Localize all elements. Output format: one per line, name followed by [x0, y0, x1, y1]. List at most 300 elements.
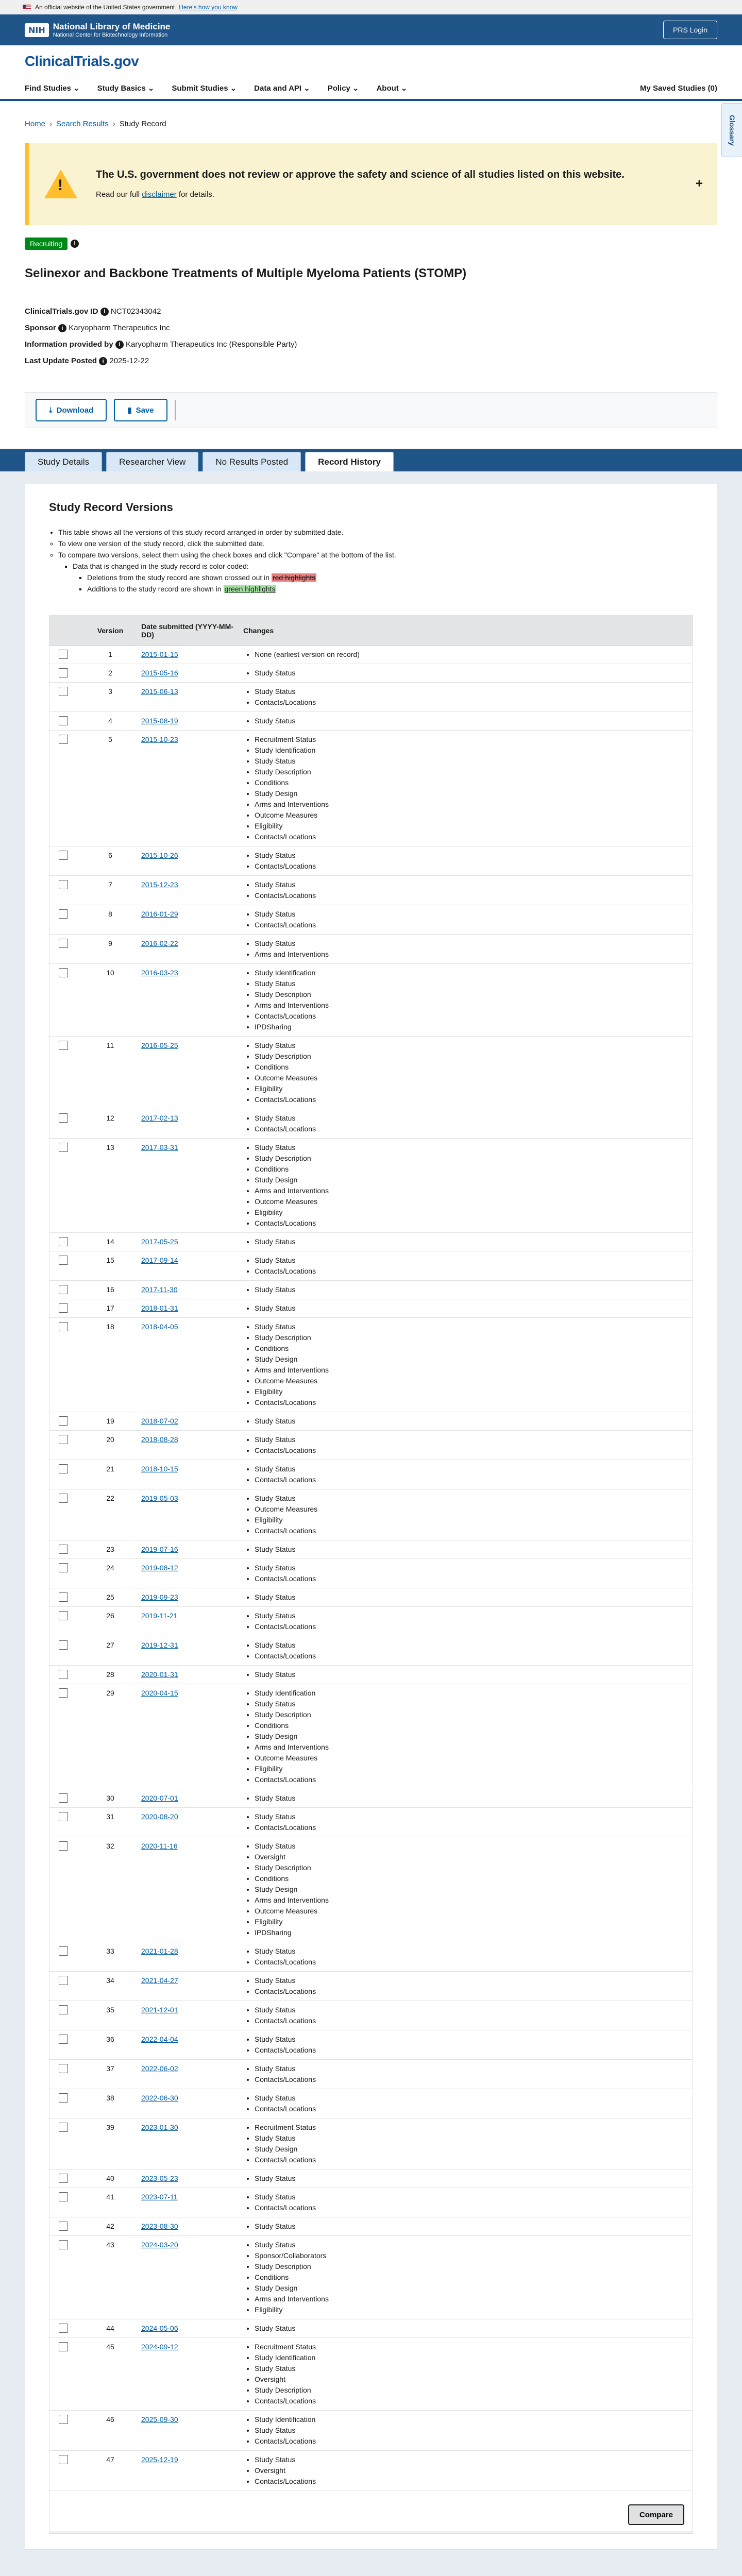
version-checkbox[interactable]	[59, 1464, 68, 1473]
change-item: • Study Design	[255, 1354, 693, 1365]
alert-title: The U.S. government does not review or approve the safety and science of all studies listed on this website.	[96, 169, 625, 180]
version-date-link[interactable]: 2024-05-06	[141, 2324, 178, 2332]
change-item: • Study Status	[255, 1640, 693, 1651]
change-item: • Study Status	[255, 1040, 693, 1051]
version-date-link[interactable]: 2025-09-30	[141, 2415, 178, 2424]
version-number: 41	[106, 2193, 114, 2201]
nlm-logo[interactable]	[25, 22, 170, 38]
table-row	[49, 1607, 693, 1636]
version-changes	[243, 909, 693, 930]
version-select-cell	[49, 2414, 89, 2424]
version-date-link[interactable]: 2020-04-15	[141, 1689, 178, 1697]
change-item: • Study Status	[255, 1592, 693, 1603]
study-id: NCT02343042	[110, 307, 161, 316]
version-checkbox[interactable]	[59, 735, 68, 744]
change-item: • Study Design	[255, 1175, 693, 1185]
change-item: • Contacts/Locations	[255, 2202, 693, 2213]
breadcrumb-current: Study Record	[119, 120, 166, 128]
breadcrumb-home[interactable]: Home	[25, 120, 46, 128]
change-item: • Contacts/Locations	[255, 1774, 693, 1785]
version-changes	[243, 2173, 693, 2184]
version-changes	[243, 2122, 693, 2165]
download-button[interactable]: ⤓ Download	[36, 399, 107, 421]
table-row	[49, 2319, 693, 2338]
site-logo[interactable]: ClinicalTrials.gov	[25, 53, 139, 69]
change-item: • Eligibility	[255, 1386, 693, 1397]
version-checkbox[interactable]	[59, 1670, 68, 1679]
version-date-link[interactable]: 2016-02-22	[141, 939, 178, 947]
status-badge: Recruiting	[25, 238, 68, 250]
version-date-cell	[132, 1321, 243, 1332]
version-checkbox[interactable]	[59, 1303, 68, 1313]
version-date-link[interactable]: 2017-03-31	[141, 1143, 178, 1151]
table-row	[49, 2089, 693, 2119]
change-item: • Study Description	[255, 767, 693, 777]
version-date-cell	[132, 1236, 243, 1247]
change-item: • Study Status	[255, 756, 693, 767]
version-date-link[interactable]: 2025-12-19	[141, 2455, 178, 2464]
change-item: • Study Description	[255, 1709, 693, 1720]
record-history-panel	[25, 484, 717, 2550]
version-checkbox[interactable]	[59, 1976, 68, 1985]
version-select-cell	[49, 2034, 89, 2044]
change-item: • Study Description	[255, 1051, 693, 1062]
version-date-link[interactable]: 2019-09-23	[141, 1593, 178, 1601]
saved-studies-link[interactable]: My Saved Studies (0)	[639, 83, 717, 93]
version-date-link[interactable]: 2020-01-31	[141, 1670, 178, 1679]
version-date-link[interactable]: 2023-07-11	[141, 2193, 178, 2201]
table-row	[49, 2060, 693, 2089]
info-icon[interactable]: i	[115, 341, 124, 349]
change-item: • Contacts/Locations	[255, 1218, 693, 1229]
change-item: • Study Status	[255, 2063, 693, 2074]
version-checkbox[interactable]	[59, 1592, 68, 1602]
version-select-cell	[49, 1464, 89, 1473]
version-number: 20	[106, 1435, 114, 1444]
change-item: • Study Status	[255, 1255, 693, 1266]
table-row	[49, 683, 693, 712]
version-select-cell	[49, 1841, 89, 1851]
version-date-link[interactable]: 2015-01-15	[141, 650, 178, 658]
table-row	[49, 964, 693, 1037]
change-item: • Conditions	[255, 1343, 693, 1354]
version-date-cell	[132, 2005, 243, 2015]
section-title: Study Record Versions	[49, 501, 173, 514]
chevron-down-icon: ⌄	[303, 84, 310, 93]
nav-item-policy[interactable]	[328, 83, 359, 93]
nav-item-submit-studies[interactable]	[172, 83, 237, 93]
version-checkbox[interactable]	[59, 2222, 68, 2231]
info-icon[interactable]: i	[58, 324, 66, 332]
info-icon[interactable]: i	[71, 240, 79, 248]
change-item: • Study Status	[255, 2323, 693, 2334]
change-item: • Study Description	[255, 1153, 693, 1164]
version-checkbox[interactable]	[59, 1256, 68, 1265]
version-date-link[interactable]: 2021-12-01	[141, 2006, 178, 2014]
divider	[175, 400, 176, 420]
version-changes	[243, 2221, 693, 2232]
version-checkbox[interactable]	[59, 2342, 68, 2351]
nav-item-study-basics[interactable]	[97, 83, 155, 93]
change-item: • Conditions	[255, 2272, 693, 2283]
version-select-cell	[49, 668, 89, 677]
tab-researcher-view[interactable]: Researcher View	[106, 452, 198, 471]
nav-item-data-and-api[interactable]	[254, 83, 310, 93]
change-item: • Sponsor/Collaborators	[255, 2250, 693, 2261]
version-number: 43	[106, 2241, 114, 2249]
version-checkbox[interactable]	[59, 909, 68, 919]
version-number: 44	[106, 2324, 114, 2332]
version-checkbox[interactable]	[59, 1545, 68, 1554]
version-date-cell	[132, 2221, 243, 2231]
disclaimer-link[interactable]: disclaimer	[142, 190, 177, 199]
version-changes	[243, 1303, 693, 1314]
change-item: • Study Status	[255, 2454, 693, 2465]
change-item: • Contacts/Locations	[255, 2436, 693, 2447]
version-changes	[243, 1416, 693, 1427]
change-item: • Study Design	[255, 2144, 693, 2155]
change-item: • Study Status	[255, 1284, 693, 1295]
version-date-link[interactable]: 2018-08-28	[141, 1435, 178, 1444]
table-row	[49, 2030, 693, 2060]
prs-login-button[interactable]: PRS Login	[663, 21, 717, 39]
version-date-link[interactable]: 2019-12-31	[141, 1641, 178, 1649]
version-select-cell	[49, 2005, 89, 2014]
version-select-cell	[49, 1811, 89, 1821]
gov-banner-link[interactable]: Here's how you know	[179, 4, 238, 11]
version-number: 39	[106, 2123, 114, 2131]
version-checkbox[interactable]	[59, 1812, 68, 1821]
version-checkbox[interactable]	[59, 650, 68, 659]
version-select-cell	[49, 1611, 89, 1620]
save-button[interactable]: ▮ Save	[114, 399, 167, 421]
version-checkbox[interactable]	[59, 1113, 68, 1123]
change-item: • Study Status	[255, 716, 693, 726]
change-item: • Study Description	[255, 1862, 693, 1873]
version-checkbox[interactable]	[59, 2192, 68, 2201]
change-item: • Conditions	[255, 777, 693, 788]
version-date-link[interactable]: 2018-10-15	[141, 1465, 178, 1473]
version-checkbox[interactable]	[59, 2240, 68, 2249]
version-select-cell	[49, 1592, 89, 1602]
version-date-cell	[132, 2093, 243, 2103]
change-item: • Study Status	[255, 1113, 693, 1124]
version-date-cell	[132, 1284, 243, 1295]
version-number: 15	[106, 1256, 114, 1264]
version-date-link[interactable]: 2017-05-25	[141, 1238, 178, 1246]
site-header	[0, 45, 742, 77]
version-select-cell	[49, 968, 89, 977]
version-date-link[interactable]: 2015-05-16	[141, 669, 178, 677]
nav-item-about[interactable]	[376, 83, 407, 93]
version-checkbox[interactable]	[59, 2174, 68, 2183]
version-changes	[243, 1284, 693, 1295]
change-item: • Study Status	[255, 668, 693, 679]
version-date-link[interactable]: 2017-11-30	[141, 1285, 178, 1294]
change-item: • Contacts/Locations	[255, 1621, 693, 1632]
version-number: 30	[106, 1794, 114, 1802]
tab-study-details[interactable]: Study Details	[25, 452, 102, 471]
gov-banner-text: An official website of the United States government	[35, 4, 175, 11]
version-changes	[243, 2192, 693, 2213]
version-checkbox[interactable]	[59, 1237, 68, 1246]
version-date-cell	[132, 1563, 243, 1573]
version-date-link[interactable]: 2015-10-26	[141, 851, 178, 859]
nav-item-find-studies[interactable]	[25, 83, 80, 93]
change-item: • Conditions	[255, 1164, 693, 1175]
version-date-link[interactable]: 2022-04-04	[141, 2035, 178, 2043]
compare-button[interactable]: Compare	[628, 2504, 684, 2525]
version-date-link[interactable]: 2018-04-05	[141, 1323, 178, 1331]
version-checkbox[interactable]	[59, 2123, 68, 2132]
change-item: • Conditions	[255, 1873, 693, 1884]
version-date-cell	[132, 2173, 243, 2183]
version-date-link[interactable]: 2015-12-23	[141, 880, 178, 889]
version-checkbox[interactable]	[59, 1285, 68, 1294]
version-date-link[interactable]: 2015-10-23	[141, 735, 178, 743]
version-changes	[243, 1563, 693, 1584]
version-date-link[interactable]: 2023-05-23	[141, 2174, 178, 2182]
change-item: • Arms and Interventions	[255, 949, 693, 960]
version-number: 21	[106, 1465, 114, 1473]
version-checkbox[interactable]	[59, 851, 68, 860]
table-row	[49, 1666, 693, 1684]
change-item: • Study Design	[255, 788, 693, 799]
version-changes	[243, 1946, 693, 1968]
version-checkbox[interactable]	[59, 668, 68, 677]
version-changes	[243, 2342, 693, 2406]
glossary-tab[interactable]	[721, 103, 742, 157]
version-date-link[interactable]: 2024-03-20	[141, 2241, 178, 2249]
version-date-cell	[132, 2240, 243, 2250]
record-history-section	[0, 471, 742, 2576]
version-number: 32	[106, 1842, 114, 1850]
info-icon[interactable]: i	[99, 357, 107, 365]
table-row	[49, 1318, 693, 1412]
version-checkbox[interactable]	[59, 687, 68, 696]
action-bar	[25, 392, 717, 428]
version-number: 28	[106, 1670, 114, 1679]
version-date-link[interactable]: 2019-08-12	[141, 1564, 178, 1572]
version-date-link[interactable]: 2020-11-16	[141, 1842, 178, 1850]
version-date-link[interactable]: 2018-07-02	[141, 1417, 178, 1425]
table-row	[49, 1972, 693, 2001]
version-checkbox[interactable]	[59, 716, 68, 725]
version-select-cell	[49, 2323, 89, 2333]
version-date-link[interactable]: 2022-06-02	[141, 2064, 178, 2073]
version-checkbox[interactable]	[59, 2064, 68, 2073]
version-changes	[243, 1640, 693, 1662]
change-item: • Study Status	[255, 1544, 693, 1555]
change-item: • Arms and Interventions	[255, 1895, 693, 1906]
nih-logo-icon: NIH	[25, 23, 49, 37]
breadcrumb-separator-icon: ›	[49, 120, 53, 128]
expand-plus-icon[interactable]: +	[695, 177, 703, 191]
version-number: 34	[106, 1976, 114, 1985]
version-date-link[interactable]: 2024-09-12	[141, 2343, 178, 2351]
change-item: • Arms and Interventions	[255, 799, 693, 810]
version-checkbox[interactable]	[59, 1946, 68, 1956]
history-instructions: • This table shows all the versions of this study record arranged in order by submitted date. ◦ To view one version of the study record, click the submitted date. ◦ To compare two versions, select them using the check boxes and click "Compare" at the bottom of the list. ▪ Data that is changed in the study record is color coded: ▪ Deletions from the study record are shown crossed out in red highlights ▪ Additions to the study record are shown in green highlights	[49, 527, 693, 595]
version-changes	[243, 879, 693, 901]
version-date-link[interactable]: 2016-01-29	[141, 910, 178, 918]
version-date-link[interactable]: 2018-01-31	[141, 1304, 178, 1312]
version-changes	[243, 734, 693, 842]
version-checkbox[interactable]	[59, 1793, 68, 1803]
version-number: 4	[108, 717, 112, 725]
version-checkbox[interactable]	[59, 2324, 68, 2333]
change-item: • Study Identification	[255, 968, 693, 978]
version-select-cell	[49, 1563, 89, 1572]
version-number: 36	[106, 2035, 114, 2043]
change-item: • Study Description	[255, 1332, 693, 1343]
change-item: • Outcome Measures	[255, 1753, 693, 1764]
table-row	[49, 1837, 693, 1942]
table-row	[49, 646, 693, 664]
table-row	[49, 2170, 693, 2188]
change-item: • None (earliest version on record)	[255, 649, 693, 660]
change-item: • Recruitment Status	[255, 734, 693, 745]
version-date-link[interactable]: 2016-05-25	[141, 1041, 178, 1049]
version-date-link[interactable]: 2016-03-23	[141, 969, 178, 977]
version-checkbox[interactable]	[59, 1688, 68, 1698]
version-date-link[interactable]: 2015-06-13	[141, 687, 178, 696]
version-checkbox[interactable]	[59, 1416, 68, 1426]
version-date-link[interactable]: 2020-08-20	[141, 1812, 178, 1821]
version-date-cell	[132, 668, 243, 678]
version-select-cell	[49, 1255, 89, 1265]
version-select-cell	[49, 2173, 89, 2183]
version-date-link[interactable]: 2019-05-03	[141, 1494, 178, 1502]
version-number: 16	[106, 1285, 114, 1294]
version-select-cell	[49, 1975, 89, 1985]
version-date-link[interactable]: 2019-07-16	[141, 1545, 178, 1553]
version-select-cell	[49, 850, 89, 860]
change-item: • Arms and Interventions	[255, 1742, 693, 1753]
version-select-cell	[49, 1946, 89, 1956]
version-checkbox[interactable]	[59, 968, 68, 977]
change-item: • Study Status	[255, 1793, 693, 1804]
version-checkbox[interactable]	[59, 1322, 68, 1331]
table-row	[49, 1684, 693, 1789]
version-number: 8	[108, 910, 112, 918]
version-checkbox[interactable]	[59, 1841, 68, 1851]
version-checkbox[interactable]	[59, 2415, 68, 2424]
info-icon[interactable]: i	[100, 308, 109, 316]
chevron-down-icon: ⌄	[73, 84, 80, 93]
version-checkbox[interactable]	[59, 2455, 68, 2464]
change-item: • Eligibility	[255, 1917, 693, 1927]
version-changes	[243, 1236, 693, 1247]
version-checkbox[interactable]	[59, 1611, 68, 1620]
version-number: 6	[108, 851, 112, 859]
version-changes	[243, 1113, 693, 1134]
change-item: • Study Status	[255, 1975, 693, 1986]
change-item: • Contacts/Locations	[255, 1475, 693, 1485]
version-date-link[interactable]: 2023-08-30	[141, 2222, 178, 2230]
study-title: Selinexor and Backbone Treatments of Multiple Myeloma Patients (STOMP)	[25, 266, 467, 280]
version-date-cell	[132, 2454, 243, 2465]
version-changes	[243, 1544, 693, 1555]
version-date-link[interactable]: 2015-08-19	[141, 717, 178, 725]
version-select-cell	[49, 1669, 89, 1679]
change-item: • Study Status	[255, 686, 693, 697]
change-item: • Contacts/Locations	[255, 832, 693, 842]
change-item: • Study Description	[255, 2261, 693, 2272]
version-select-cell	[49, 1303, 89, 1313]
change-item: • Study Status	[255, 1416, 693, 1427]
version-checkbox[interactable]	[59, 939, 68, 948]
version-checkbox[interactable]	[59, 2005, 68, 2014]
version-checkbox[interactable]	[59, 2035, 68, 2044]
table-row	[49, 1109, 693, 1139]
glossary-label: Glossary	[728, 114, 736, 146]
version-select-cell	[49, 1544, 89, 1554]
version-date-link[interactable]: 2023-01-30	[141, 2123, 178, 2131]
version-checkbox[interactable]	[59, 1494, 68, 1503]
table-row	[49, 1139, 693, 1233]
sponsor: Karyopharm Therapeutics Inc	[69, 324, 170, 332]
version-date-link[interactable]: 2020-07-01	[141, 1794, 178, 1802]
version-checkbox[interactable]	[59, 880, 68, 889]
version-date-link[interactable]: 2021-04-27	[141, 1976, 178, 1985]
version-checkbox[interactable]	[59, 1041, 68, 1050]
change-item: • Study Status	[255, 1321, 693, 1332]
warning-icon	[44, 170, 77, 198]
change-item: • Conditions	[255, 1720, 693, 1731]
bookmark-icon: ▮	[127, 406, 132, 415]
version-date-link[interactable]: 2017-02-13	[141, 1114, 178, 1122]
change-item: • Contacts/Locations	[255, 1526, 693, 1536]
version-date-link[interactable]: 2019-11-21	[141, 1612, 178, 1620]
version-changes	[243, 2063, 693, 2085]
table-row	[49, 2217, 693, 2236]
version-select-cell	[49, 1688, 89, 1698]
change-item: • Study Status	[255, 1464, 693, 1475]
table-row	[49, 876, 693, 905]
version-changes	[243, 1321, 693, 1408]
version-date-cell	[132, 1841, 243, 1851]
breadcrumb-search-results[interactable]: Search Results	[56, 120, 109, 128]
version-number: 47	[106, 2455, 114, 2464]
version-select-cell	[49, 1040, 89, 1050]
change-item: • Study Design	[255, 1731, 693, 1742]
version-checkbox[interactable]	[59, 1435, 68, 1444]
col-changes: Changes	[243, 626, 274, 635]
version-date-link[interactable]: 2022-06-30	[141, 2094, 178, 2102]
change-item: • Study Design	[255, 2283, 693, 2294]
change-item: • Eligibility	[255, 1083, 693, 1094]
version-changes	[243, 938, 693, 960]
study-meta: ClinicalTrials.gov ID i NCT02343042 Sponsor i Karyopharm Therapeutics Inc Information provided by i Karyopharm Therapeutics Inc (Responsible Party) Last Update Posted i 2025-12-22	[25, 307, 297, 365]
change-item: • Study Identification	[255, 2414, 693, 2425]
version-date-link[interactable]: 2021-01-28	[141, 1947, 178, 1955]
change-item: • Study Status	[255, 1611, 693, 1621]
version-checkbox[interactable]	[59, 1563, 68, 1572]
tab-no-results-posted[interactable]: No Results Posted	[203, 452, 301, 471]
version-date-link[interactable]: 2017-09-14	[141, 1256, 178, 1264]
version-changes	[243, 968, 693, 1032]
version-checkbox[interactable]	[59, 1640, 68, 1650]
gov-banner	[0, 0, 742, 14]
change-item: • Study Status	[255, 978, 693, 989]
change-item: • Outcome Measures	[255, 1376, 693, 1386]
version-date-cell	[132, 2342, 243, 2352]
chevron-down-icon: ⌄	[230, 84, 237, 93]
version-checkbox[interactable]	[59, 1143, 68, 1152]
tab-record-history[interactable]: Record History	[305, 452, 394, 471]
version-checkbox[interactable]	[59, 2093, 68, 2103]
